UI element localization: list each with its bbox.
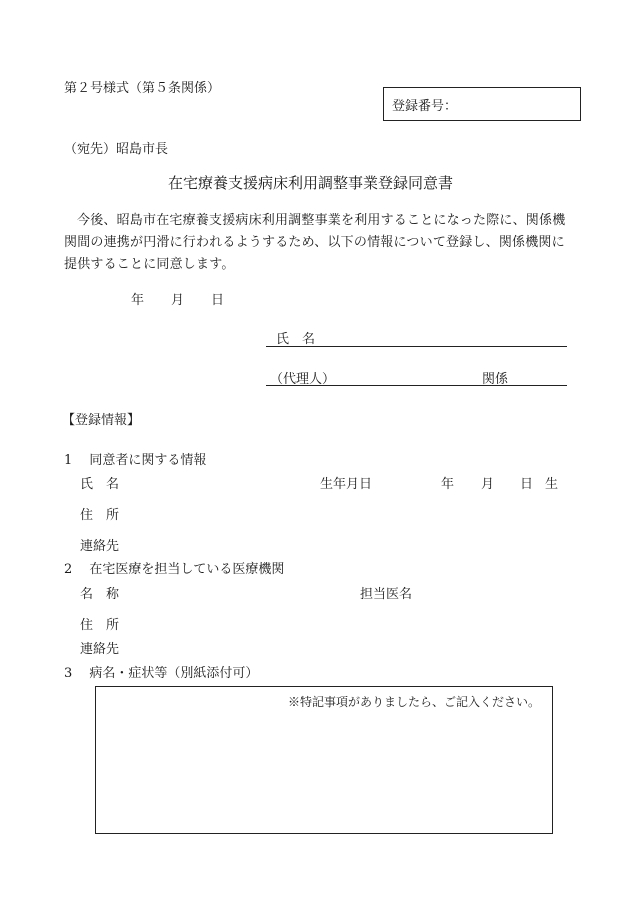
section3-heading: 3 病名・症状等（別紙添付可） <box>64 666 259 681</box>
section1-heading: 1 同意者に関する情報 <box>64 453 207 468</box>
remarks-box[interactable] <box>95 686 553 834</box>
doctor-name-label: 担当医名 <box>360 587 413 602</box>
registration-number-label: 登録番号： <box>392 99 458 114</box>
date-day-label: 日 <box>211 293 225 308</box>
birth-day-label: 日 <box>520 477 534 492</box>
date-month-label: 月 <box>171 293 185 308</box>
signatory-name-line[interactable] <box>266 346 567 347</box>
born-label: 生 <box>545 477 559 492</box>
date-year-label: 年 <box>131 293 145 308</box>
birthdate-label: 生年月日 <box>320 477 373 492</box>
institution-address-label: 住 所 <box>80 618 120 633</box>
relation-label: 関係 <box>482 372 509 387</box>
consenter-contact-label: 連絡先 <box>80 539 120 554</box>
birth-year-label: 年 <box>441 477 455 492</box>
consenter-name-label: 氏 名 <box>80 477 120 492</box>
remarks-note: ※特記事項がありましたら、ご記入ください。 <box>287 695 540 709</box>
registration-info-heading: 【登録情報】 <box>62 413 141 428</box>
document-title: 在宅療養支援病床利用調整事業登録同意書 <box>168 174 454 192</box>
institution-contact-label: 連絡先 <box>80 642 120 657</box>
institution-name-label: 名 称 <box>80 587 120 602</box>
signatory-name-label: 氏 名 <box>276 332 316 347</box>
consent-statement: 今後、昭島市在宅療養支援病床利用調整事業を利用することになった際に、関係機関間の連携が円滑に行われるようするため、以下の情報について登録し、関係機関に提供することに同意します。 <box>64 213 566 272</box>
birth-month-label: 月 <box>481 477 495 492</box>
section2-heading: 2 在宅医療を担当している医療機関 <box>64 562 285 577</box>
consenter-address-label: 住 所 <box>80 508 120 523</box>
addressee: （宛先）昭島市長 <box>64 142 169 157</box>
form-number: 第２号様式（第５条関係） <box>64 81 221 96</box>
agent-line[interactable] <box>266 385 567 386</box>
agent-label: （代理人） <box>270 372 336 387</box>
registration-number-box[interactable] <box>383 87 581 121</box>
